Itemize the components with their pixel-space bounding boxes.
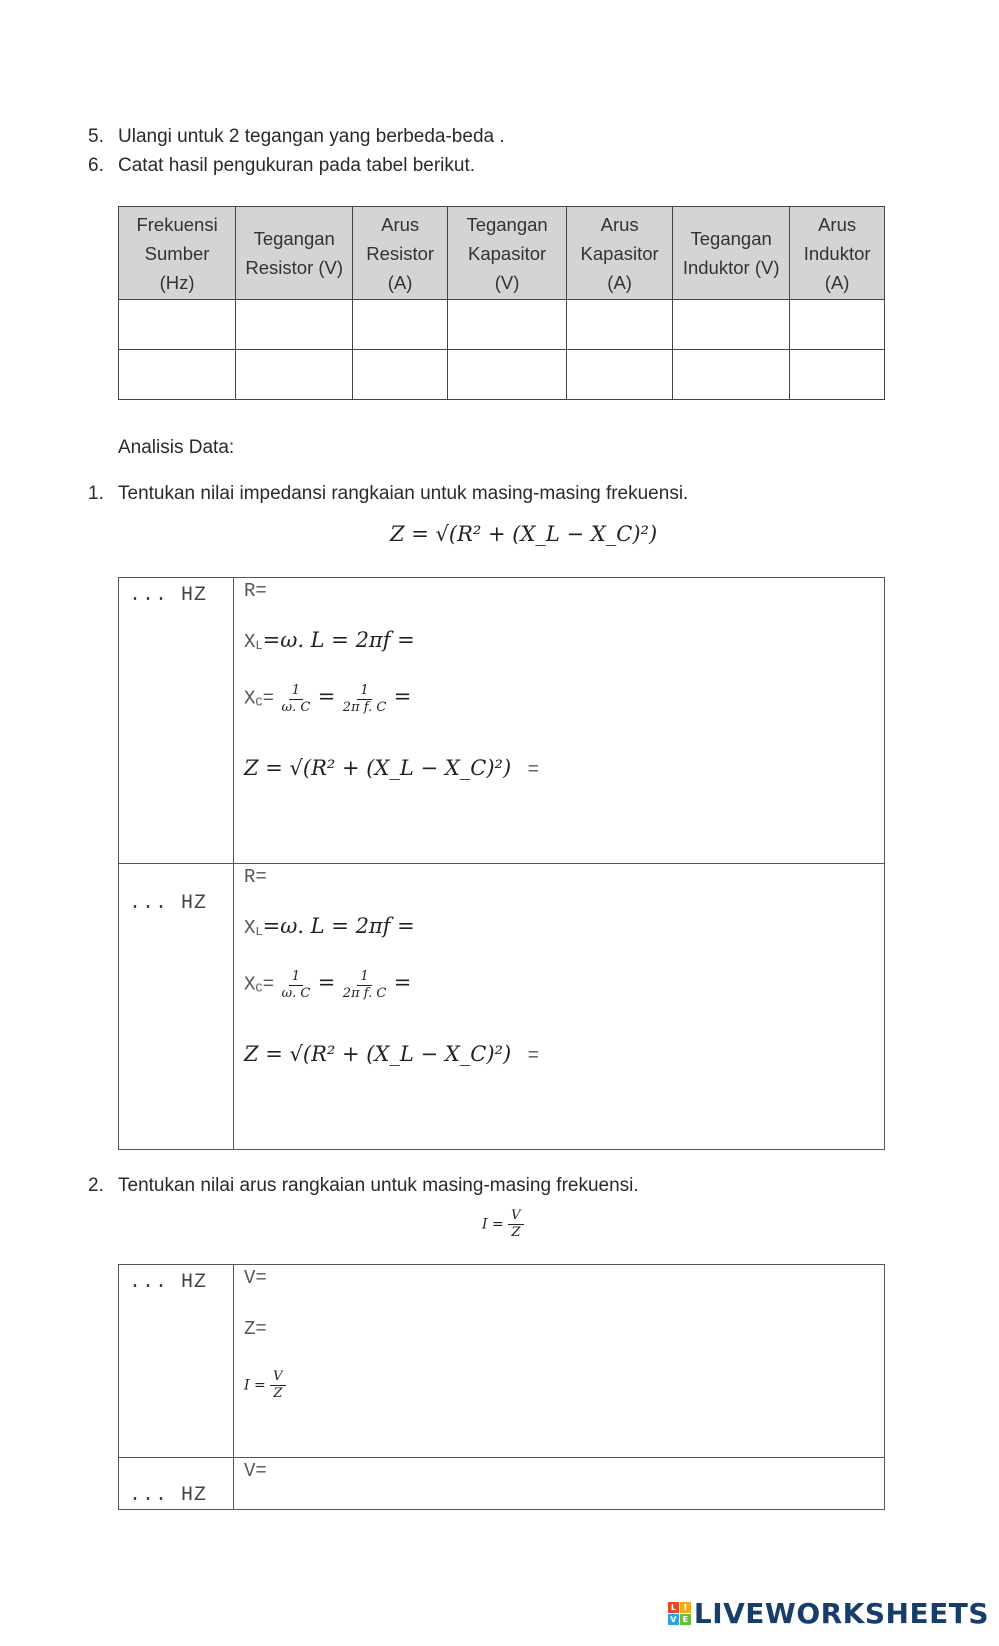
header-inductor-current: Arus Induktor (A) <box>790 207 885 300</box>
measurement-header-row <box>119 207 885 300</box>
frequency-label[interactable]: ... HZ <box>119 864 234 1150</box>
step-number: 6. <box>88 155 104 176</box>
measurement-cell[interactable] <box>673 350 790 400</box>
current-table <box>118 1264 885 1510</box>
z-line: Z = √(R² + (X_L − X_C)²) = <box>244 1042 540 1067</box>
measurement-cell[interactable] <box>567 300 673 350</box>
question-2 <box>88 1175 639 1197</box>
measurement-table <box>118 206 885 400</box>
question-1 <box>88 483 688 505</box>
header-resistor-current: Arus Resistor (A) <box>353 207 448 300</box>
measurement-cell[interactable] <box>119 300 236 350</box>
frequency-label[interactable]: ... HZ <box>119 1458 234 1510</box>
current-row <box>119 1458 885 1510</box>
measurement-row <box>119 350 885 400</box>
r-line: R= <box>244 866 267 888</box>
xc-line: XC= $\frac{1}{\omega. C}$ = $\frac{1}{\text{2π f. C}}$ = <box>244 683 412 715</box>
impedance-work-cell[interactable] <box>234 864 885 1150</box>
v-line: V= <box>244 1267 267 1289</box>
frequency-label[interactable]: ... HZ <box>119 578 234 864</box>
step-5 <box>88 126 505 148</box>
liveworksheets-logo <box>668 1597 989 1630</box>
step-text: Ulangi untuk 2 tegangan yang berbeda-beda . <box>118 126 505 147</box>
measurement-cell[interactable] <box>448 350 567 400</box>
header-inductor-voltage: Tegangan Induktor (V) <box>673 207 790 300</box>
current-work-cell[interactable] <box>234 1265 885 1458</box>
impedance-formula: Z = √(R² + (X_L − X_C)²) <box>390 522 658 546</box>
measurement-cell[interactable] <box>119 350 236 400</box>
step-6 <box>88 155 475 177</box>
measurement-cell[interactable] <box>790 300 885 350</box>
step-number: 5. <box>88 126 104 147</box>
current-work-cell[interactable] <box>234 1458 885 1510</box>
question-number: 1. <box>88 483 104 504</box>
measurement-cell[interactable] <box>353 350 448 400</box>
measurement-cell[interactable] <box>448 300 567 350</box>
header-frequency: Frekuensi Sumber (Hz) <box>119 207 236 300</box>
current-formula: I = $\frac{V}{Z}$ <box>482 1208 524 1241</box>
impedance-work-cell[interactable] <box>234 578 885 864</box>
measurement-cell[interactable] <box>790 350 885 400</box>
z-line: Z= <box>244 1318 267 1340</box>
measurement-cell[interactable] <box>236 350 353 400</box>
i-line: I = $\frac{V}{Z}$ <box>244 1369 286 1402</box>
analysis-title: Analisis Data: <box>118 437 235 458</box>
measurement-row <box>119 300 885 350</box>
z-line: Z = √(R² + (X_L − X_C)²) = <box>244 756 540 781</box>
measurement-cell[interactable] <box>567 350 673 400</box>
impedance-row <box>119 578 885 864</box>
xl-line: XL=ω. L = 2πf = <box>244 914 415 939</box>
step-text: Catat hasil pengukuran pada tabel berikut. <box>118 155 476 176</box>
measurement-cell[interactable] <box>673 300 790 350</box>
watermark-text: LIVEWORKSHEETS <box>693 1597 989 1630</box>
question-number: 2. <box>88 1175 104 1196</box>
xc-line: XC= $\frac{1}{\omega. C}$ = $\frac{1}{\text{2π f. C}}$ = <box>244 969 412 1001</box>
header-capacitor-voltage: Tegangan Kapasitor (V) <box>448 207 567 300</box>
impedance-table <box>118 577 885 1150</box>
question-text: Tentukan nilai arus rangkaian untuk masing-masing frekuensi. <box>118 1175 639 1196</box>
header-capacitor-current: Arus Kapasitor (A) <box>567 207 673 300</box>
current-row <box>119 1265 885 1458</box>
question-text: Tentukan nilai impedansi rangkaian untuk masing-masing frekuensi. <box>118 483 689 504</box>
frequency-label[interactable]: ... HZ <box>119 1265 234 1458</box>
r-line: R= <box>244 580 267 602</box>
header-resistor-voltage: Tegangan Resistor (V) <box>236 207 353 300</box>
measurement-cell[interactable] <box>353 300 448 350</box>
liveworksheets-badge-icon: L I V E <box>668 1602 691 1625</box>
measurement-cell[interactable] <box>236 300 353 350</box>
impedance-row <box>119 864 885 1150</box>
xl-line: XL=ω. L = 2πf = <box>244 628 415 653</box>
v-line: V= <box>244 1460 267 1482</box>
